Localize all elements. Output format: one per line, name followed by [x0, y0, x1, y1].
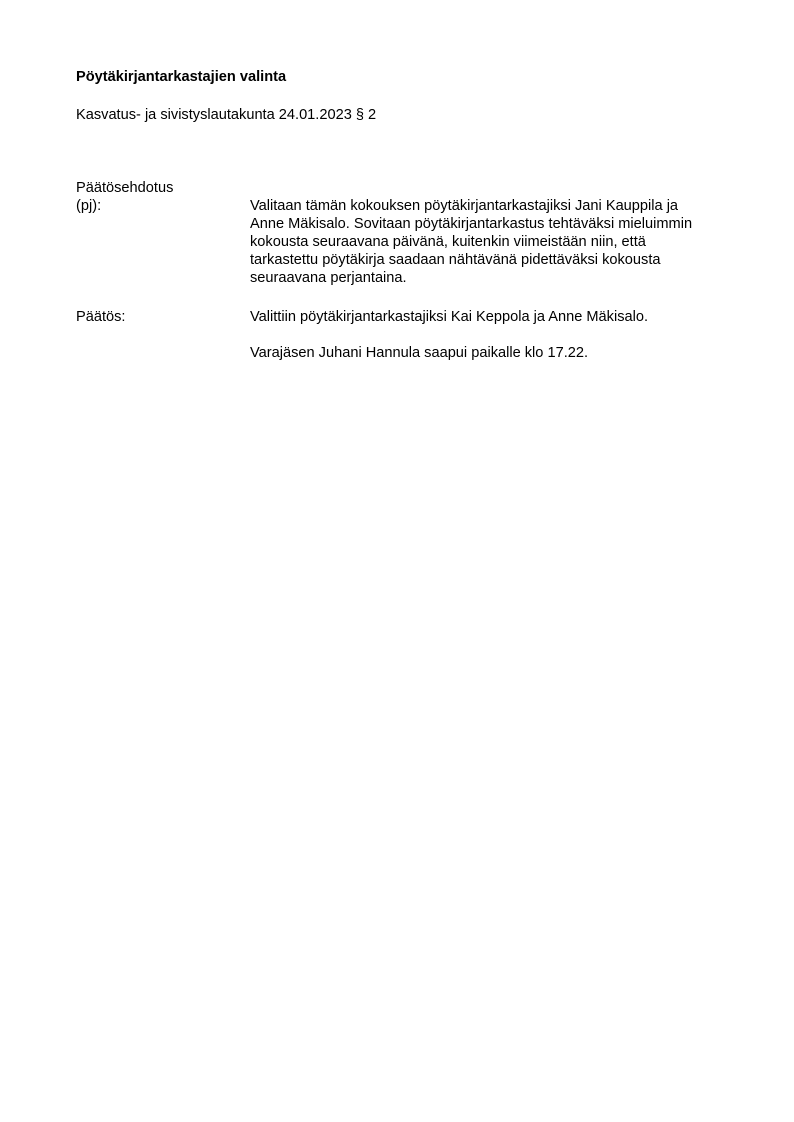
document-title: Pöytäkirjantarkastajien valinta [76, 69, 287, 85]
proposal-text-line: Valitaan tämän kokouksen pöytäkirjantarkastajiksi Jani Kauppila ja [250, 198, 679, 214]
proposal-text-line: Anne Mäkisalo. Sovitaan pöytäkirjantarkastus tehtäväksi mieluimmin [250, 216, 693, 232]
proposal-text [250, 197, 740, 287]
decision-text: Valittiin pöytäkirjantarkastajiksi Kai Keppola ja Anne Mäkisalo. [250, 309, 649, 325]
proposal-text-line: tarkastettu pöytäkirja saadaan nähtävänä pidettäväksi kokousta [250, 252, 661, 268]
proposal-label [76, 179, 246, 215]
meeting-reference: Kasvatus- ja sivistyslautakunta 24.01.2023 § 2 [76, 107, 377, 123]
decision-label: Päätös: [76, 309, 126, 325]
proposal-label-line-1: Päätösehdotus [76, 180, 174, 196]
proposal-text-line: kokousta seuraavana päivänä, kuitenkin viimeistään niin, että [250, 234, 646, 250]
proposal-text-line: seuraavana perjantaina. [250, 270, 407, 286]
proposal-label-line-2: (pj): [76, 198, 102, 214]
decision-note: Varajäsen Juhani Hannula saapui paikalle klo 17.22. [250, 345, 589, 361]
